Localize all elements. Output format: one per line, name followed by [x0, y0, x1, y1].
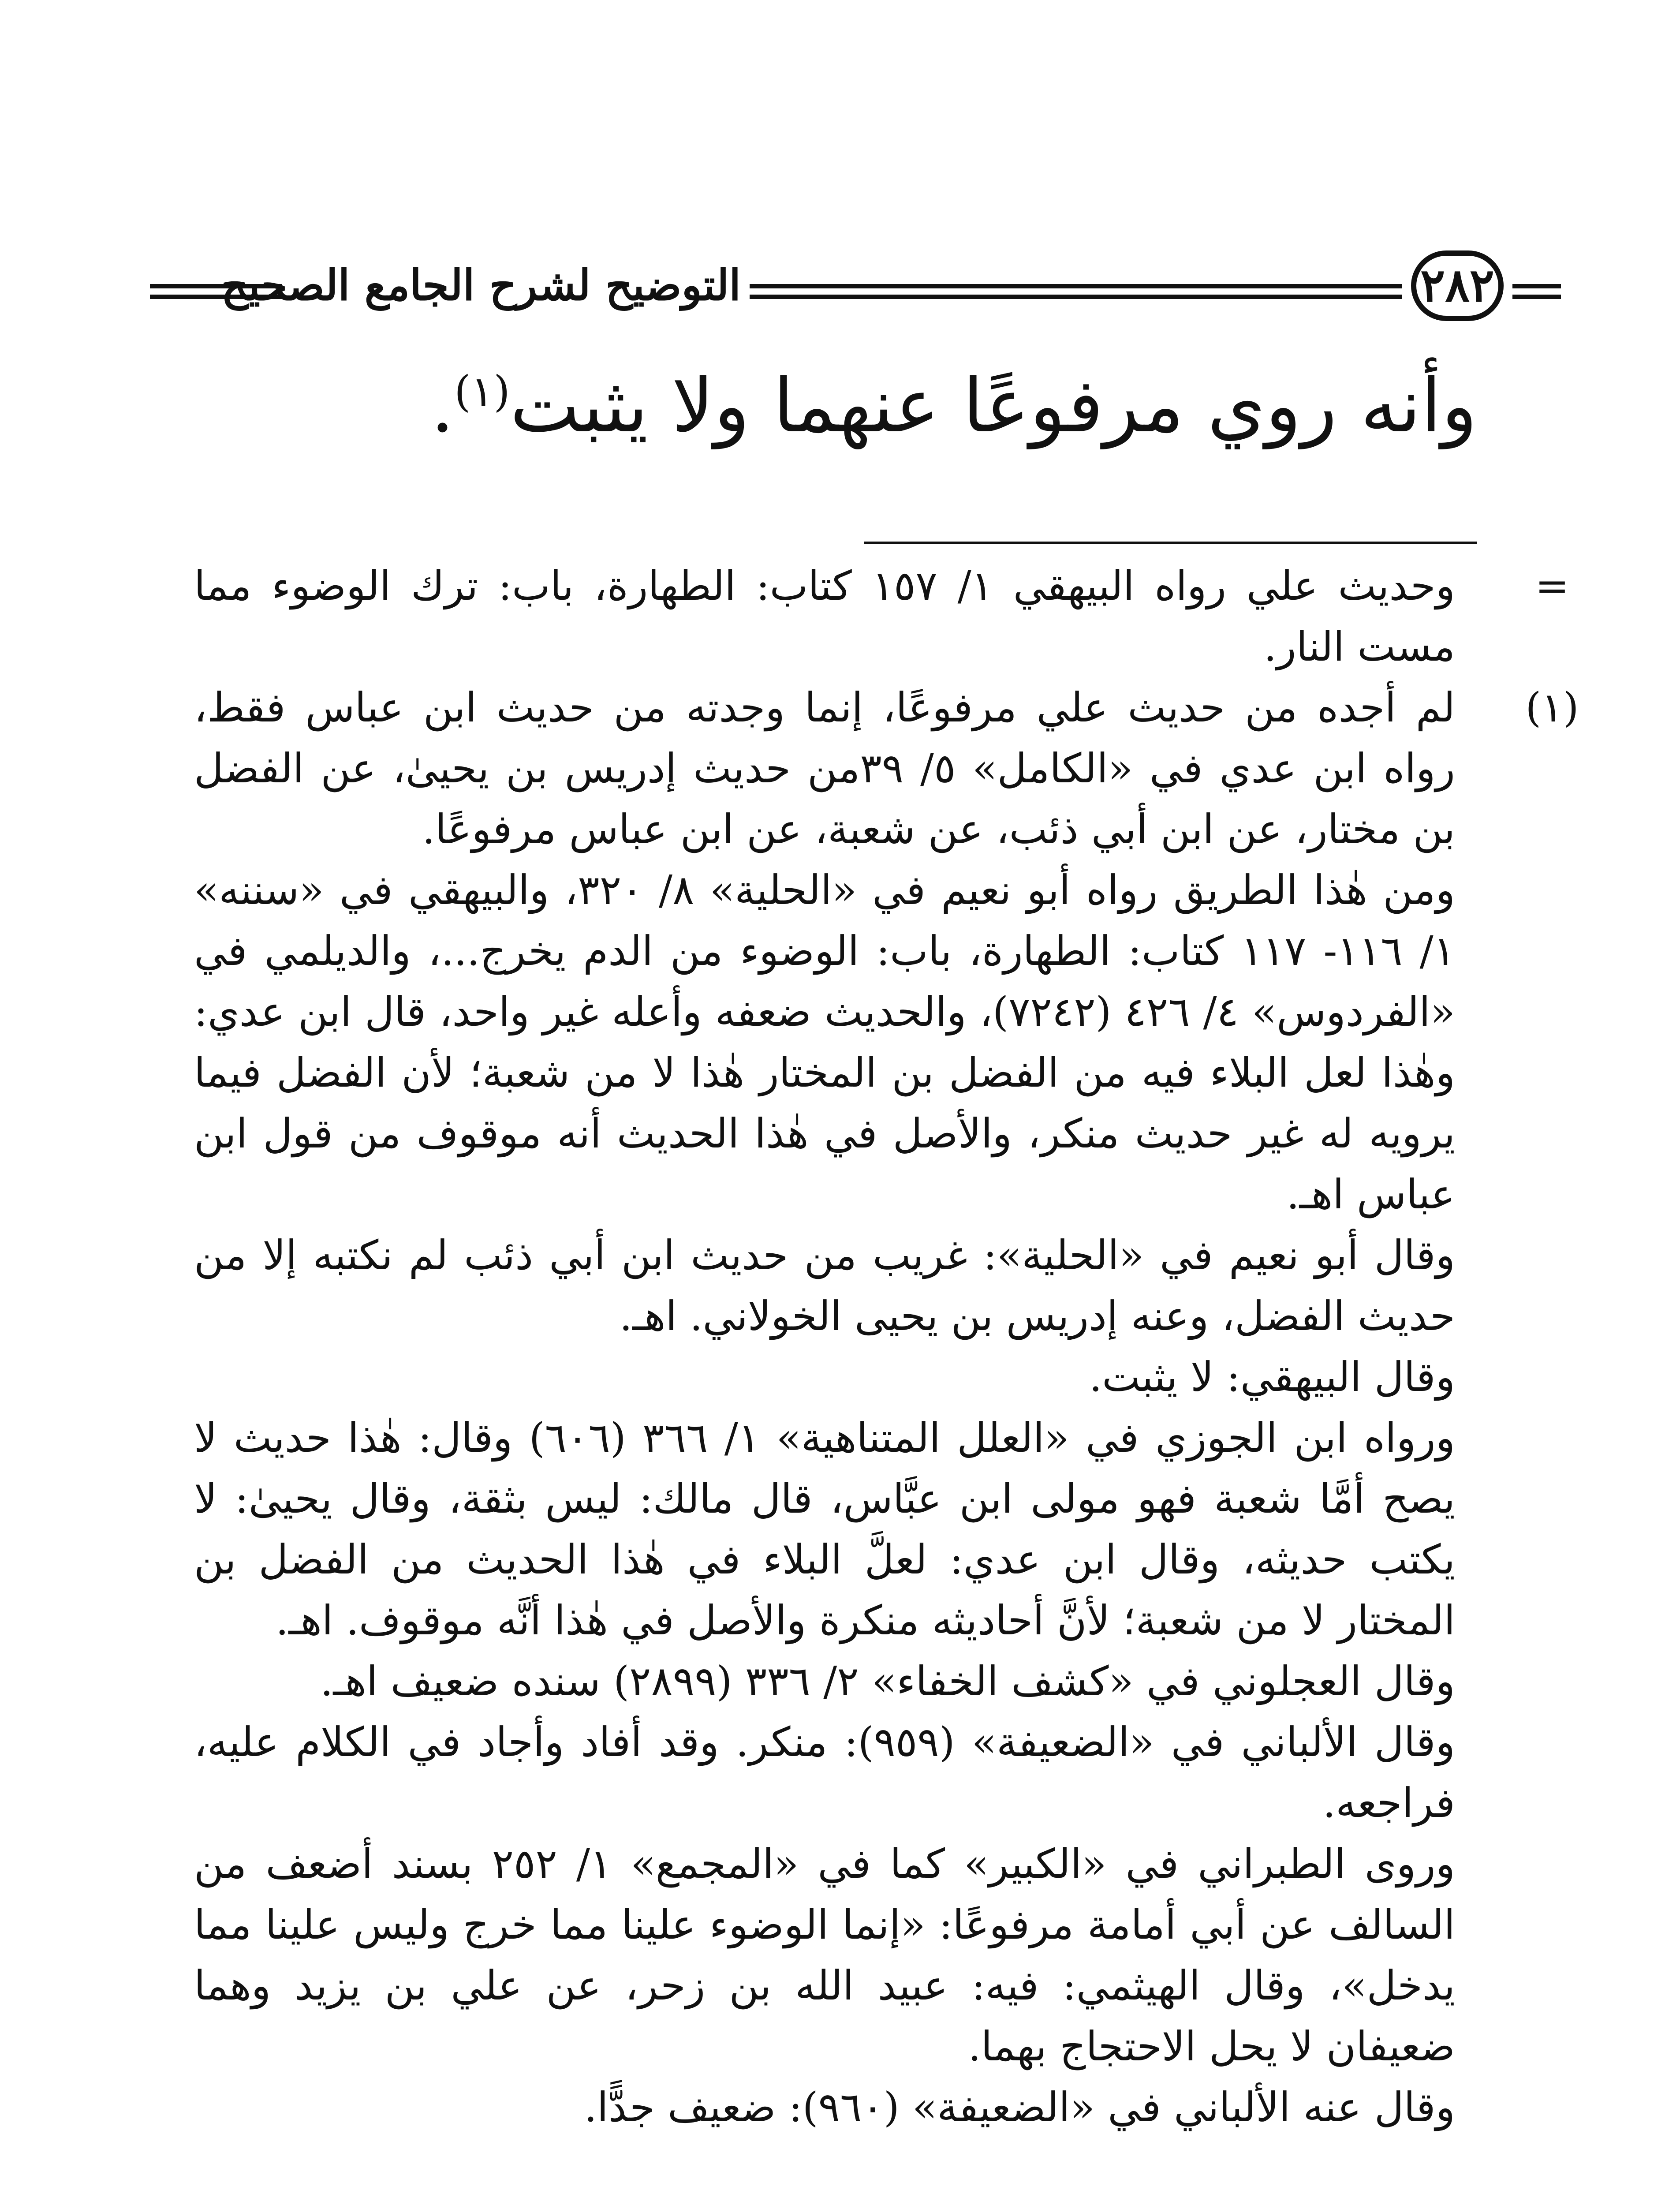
footnotes	[194, 556, 1579, 2138]
page-header	[150, 247, 1561, 335]
footnote-paragraph: ورواه ابن الجوزي في «العلل المتناهية» ١/ ٣٦٦ (٦٠٦) وقال: هٰذا حديث لا يصح أمَّا شعبة فهو مولى ابن عبَّاس، قال مالك: ليس بثقة، وقال يحيىٰ: لا يكتب حديثه، وقال ابن عدي: لعلَّ البلاء في هٰذا الحديث من الفضل بن المختار لا من شعبة؛ لأنَّ أحاديثه منكرة والأصل في هٰذا أنَّه موقوف. اهـ.	[194, 1414, 1455, 1644]
footnote-marker: (١)	[1525, 684, 1579, 731]
footnote-paragraph: وقال العجلوني في «كشف الخفاء» ٢/ ٣٣٦ (٢٨٩٩) سنده ضعيف اهـ.	[320, 1658, 1455, 1705]
header-rule-right	[1512, 284, 1561, 299]
continuation-marker: =	[1535, 562, 1569, 609]
main-text	[154, 353, 1477, 459]
footnote-separator	[864, 542, 1477, 544]
footnote-paragraph: ومن هٰذا الطريق رواه أبو نعيم في «الحلية» ٨/ ٣٢٠، والبيهقي في «سننه» ١/ ١١٦- ١١٧ كتاب: الطهارة، باب: الوضوء من الدم يخرج...، والديلمي في «الفردوس» ٤/ ٤٢٦ (٧٢٤٢)، والحديث ضعفه وأعله غير واحد، قال ابن عدي: وهٰذا لعل البلاء فيه من الفضل بن المختار هٰذا لا من شعبة؛ لأن الفضل فيما يرويه له غير حديث منكر، والأصل في هٰذا الحديث أنه موقوف من قول ابن عباس اهـ.	[194, 867, 1456, 1218]
footnote-paragraph: وروى الطبراني في «الكبير» كما في «المجمع» ١/ ٢٥٢ بسند أضعف من السالف عن أبي أمامة مرفوعًا: «إنما الوضوء علينا مما خرج وليس علينا مما يدخل»، وقال الهيثمي: فيه: عبيد الله بن زحر، عن علي بن يزيد وهما ضعيفان لا يحل الاحتجاج بهما.	[194, 1840, 1456, 2070]
footnote-paragraph: وقال الألباني في «الضعيفة» (٩٥٩): منكر. وقد أفاد وأجاد في الكلام عليه، فراجعه.	[194, 1719, 1456, 1827]
footnote-paragraph: وحديث علي رواه البيهقي ١/ ١٥٧ كتاب: الطهارة، باب: ترك الوضوء مما مست النار.	[194, 562, 1455, 670]
footnote-paragraph: وقال البيهقي: لا يثبت.	[1089, 1353, 1455, 1401]
header-rule-middle	[750, 284, 1402, 299]
running-title: التوضيح لشرح الجامع الصحيح	[221, 260, 741, 310]
main-text-end: .	[430, 363, 455, 449]
footnote-paragraph: لم أجده من حديث علي مرفوعًا، إنما وجدته من حديث ابن عباس فقط، رواه ابن عدي في «الكامل» ٥/ ٣٩من حديث إدريس بن يحيىٰ، عن الفضل بن مختار، عن ابن أبي ذئب، عن شعبة، عن ابن عباس مرفوعًا.	[194, 684, 1455, 853]
footnote-reference: (١)	[454, 367, 510, 416]
footnote-paragraph: وقال عنه الألباني في «الضعيفة» (٩٦٠): ضعيف جدًّا.	[584, 2084, 1455, 2131]
page-number: ٢٨٢	[1411, 250, 1504, 321]
footnote-paragraph: وقال أبو نعيم في «الحلية»: غريب من حديث ابن أبي ذئب لم نكتبه إلا من حديث الفضل، وعنه إدريس بن يحيى الخولاني. اهـ.	[194, 1232, 1455, 1340]
footnote-continuation	[194, 556, 1569, 677]
main-text-body: وأنه روي مرفوعًا عنهما ولا يثبت	[510, 363, 1477, 449]
footnote-1	[194, 677, 1579, 2138]
